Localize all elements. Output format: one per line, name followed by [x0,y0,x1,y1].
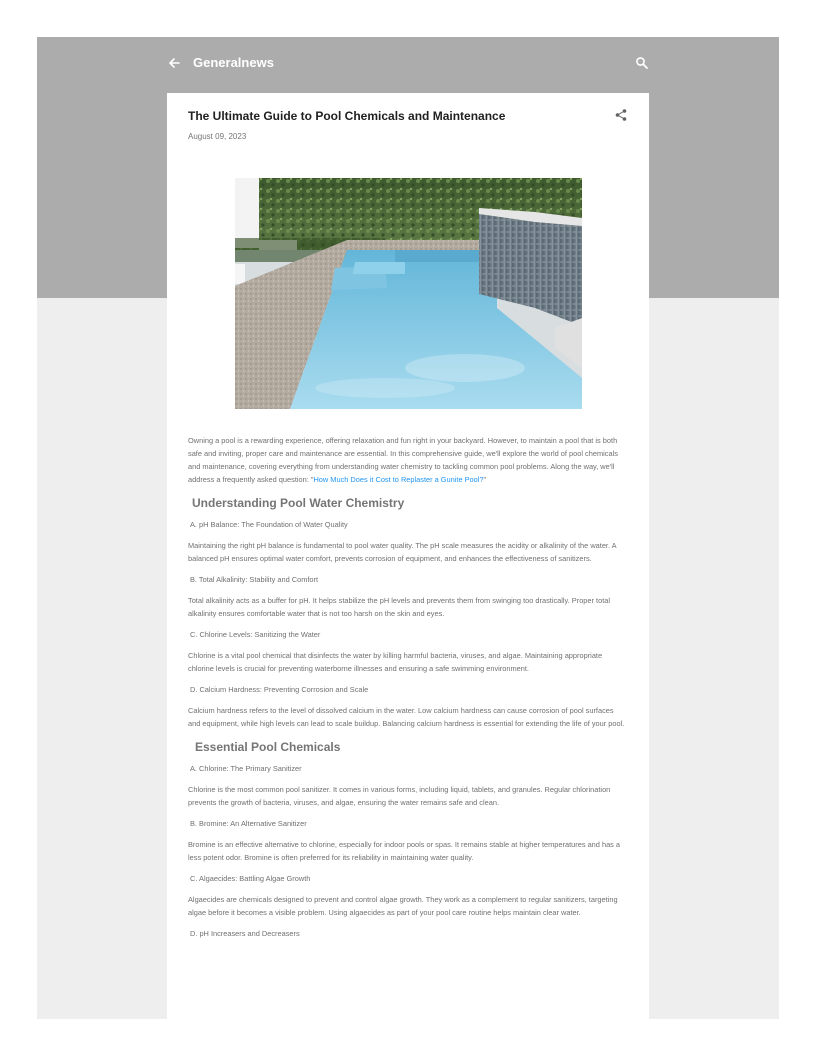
post-date: August 09, 2023 [188,132,247,141]
paragraph: Maintaining the right pH balance is fundamental to pool water quality. The pH scale measures the acidity or alkalinity of the water. A balanced pH ensures optimal water comfort, prevents corrosion of equipment, and enhances the effectiveness of sanitizers. [188,541,617,563]
paragraph: Bromine is an effective alternative to chlorine, especially for indoor pools or spas. It remains stable at higher temperatures and has a less potent odor. Bromine is often preferred for its reliability in maintaining water quality. [188,840,621,862]
top-bar [167,54,649,76]
paragraph: Chlorine is the most common pool sanitizer. It comes in various forms, including liquid, tablets, and granules. Regular chlorination prevents the growth of bacteria, viruses, and algae, ensuring the water remains safe and clean. [188,785,611,807]
share-icon[interactable] [614,108,628,122]
section-heading: Essential Pool Chemicals [195,740,341,754]
subheading: A. pH Balance: The Foundation of Water Quality [190,520,348,529]
intro-paragraph [188,434,625,486]
paragraph: Chlorine is a vital pool chemical that disinfects the water by killing harmful bacteria, viruses, and algae. Maintaining appropriate chlorine levels is crucial for preventing waterborne illnesses and ensuring a safe swimming environment. [188,651,603,673]
pool-image [235,178,582,409]
arrow-left-icon[interactable] [167,56,181,70]
paragraph: Algaecides are chemicals designed to prevent and control algae growth. They work as a complement to regular sanitizers, targeting algae before it becomes a visible problem. Using algaecides as part of your pool care routine helps maintain clear water. [188,895,618,917]
subheading: A. Chlorine: The Primary Sanitizer [190,764,302,773]
paragraph: Calcium hardness refers to the level of dissolved calcium in the water. Low calcium hardness can cause corrosion of pool surfaces and equipment, while high levels can lead to scale buildup. Balancing calcium hardness is essential for extending the life of your pool. [188,706,625,728]
replaster-cost-link[interactable]: How Much Does it Cost to Replaster a Gunite Pool? [313,475,484,484]
subheading: C. Chlorine Levels: Sanitizing the Water [190,630,321,639]
subheading: C. Algaecides: Battling Algae Growth [190,874,311,883]
intro-end: " [483,475,487,484]
subheading: D. Calcium Hardness: Preventing Corrosion and Scale [190,685,369,694]
subheading: B. Bromine: An Alternative Sanitizer [190,819,307,828]
intro-text: Owning a pool is a rewarding experience, offering relaxation and fun right in your backyard. However, to maintain a pool that is both safe and inviting, proper care and maintenance are essential. In this comprehensive guide, we'll explore the world of pool chemicals and maintenance, covering everything from understanding water chemistry to tackling common pool problems. Along the way, we'll address a frequently asked question: " [188,436,618,484]
paragraph: Total alkalinity acts as a buffer for pH. It helps stabilize the pH levels and prevents them from swinging too drastically. Proper total alkalinity ensures comfortable water that is not too harsh on the skin and eyes. [188,596,611,618]
post-card [167,93,649,1019]
subheading: B. Total Alkalinity: Stability and Comfort [190,575,319,584]
section-heading: Understanding Pool Water Chemistry [192,496,405,510]
subheading: D. pH Increasers and Decreasers [190,929,300,938]
post-body [188,434,625,948]
site-title[interactable]: Generalnews [193,55,274,70]
post-title: The Ultimate Guide to Pool Chemicals and Maintenance [188,109,506,123]
page-frame [37,37,779,1019]
search-icon[interactable] [635,56,649,70]
